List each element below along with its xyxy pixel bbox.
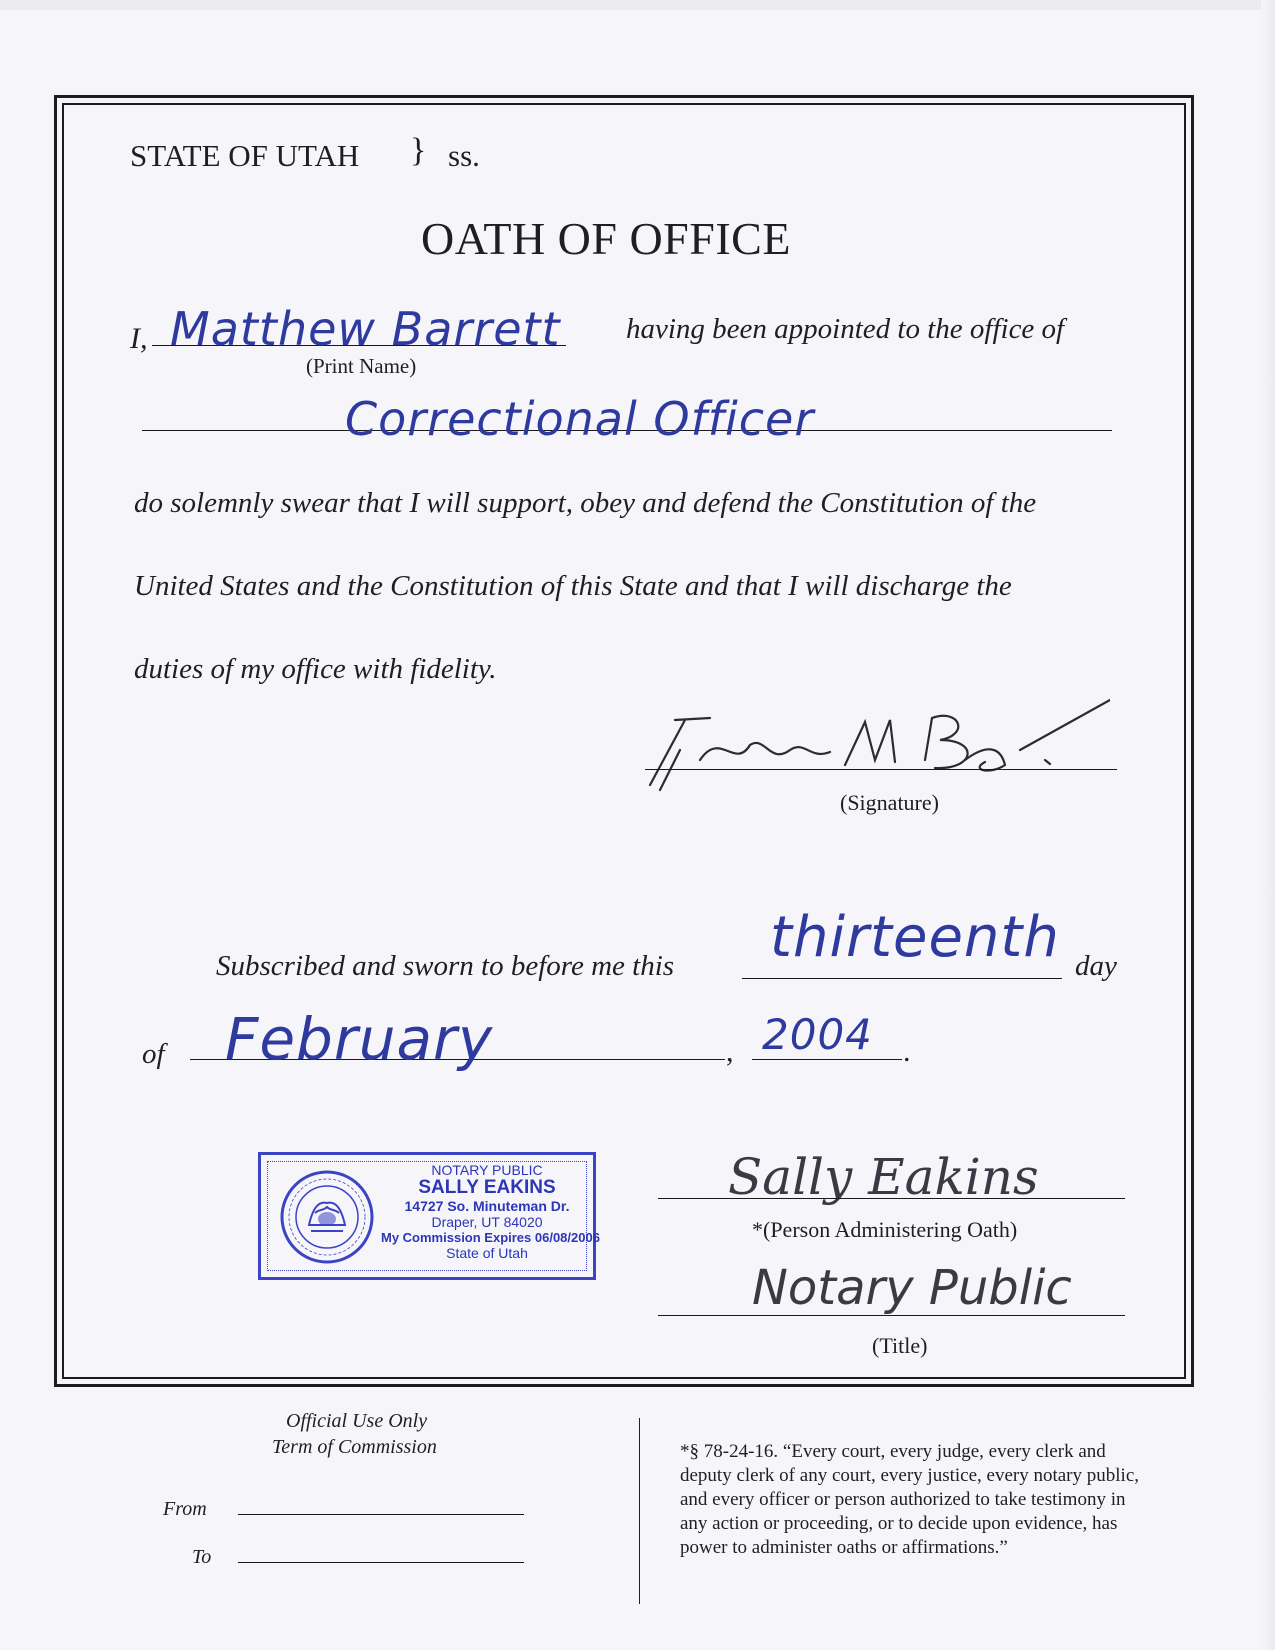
- title-line: [658, 1315, 1125, 1316]
- stamp-line-state: State of Utah: [446, 1245, 528, 1261]
- to-label: To: [192, 1546, 212, 1568]
- signature-caption: (Signature): [840, 790, 939, 815]
- signature-line: [645, 769, 1117, 770]
- day-handwritten: thirteenth: [770, 905, 1060, 970]
- of-label: of: [142, 1038, 165, 1070]
- year-line: [752, 1059, 902, 1060]
- administrator-signature: Sally Eakins: [728, 1148, 1039, 1206]
- date-comma: ,: [726, 1035, 734, 1068]
- statute-line: *§ 78-24-16. “Every court, every judge, every clerk and: [680, 1441, 1106, 1462]
- subscribed-text: Subscribed and sworn to before me this: [216, 950, 675, 982]
- footer-divider: [639, 1418, 640, 1604]
- state-seal-icon: [279, 1169, 375, 1265]
- month-handwritten: February: [225, 1005, 494, 1073]
- scan-edge: [0, 0, 1275, 10]
- from-label: From: [163, 1498, 207, 1520]
- oath-text-line: do solemnly swear that I will support, obey and defend the Constitution of the: [134, 487, 1037, 519]
- notary-stamp: [258, 1152, 600, 1280]
- administrator-line: [658, 1198, 1125, 1199]
- print-name-caption: (Print Name): [306, 354, 417, 378]
- i-label: I,: [130, 322, 148, 355]
- stamp-line-city: Draper, UT 84020: [431, 1214, 543, 1230]
- office-handwritten: Correctional Officer: [345, 392, 815, 446]
- administrator-title-handwritten: Notary Public: [752, 1260, 1072, 1316]
- state-heading: STATE OF UTAH: [130, 138, 360, 173]
- day-line: [742, 978, 1062, 979]
- stamp-line-title: NOTARY PUBLIC: [431, 1162, 543, 1178]
- statute-line: any action or proceeding, or to decide upon evidence, has: [680, 1513, 1118, 1534]
- statute-line: power to administer oaths or affirmations.”: [680, 1537, 1008, 1558]
- statute-line: and every officer or person authorized to take testimony in: [680, 1489, 1126, 1510]
- venue-brace: }: [410, 132, 427, 169]
- oath-text-line: duties of my office with fidelity.: [134, 653, 497, 685]
- document-title: OATH OF OFFICE: [421, 213, 791, 264]
- appointed-text: having been appointed to the office of: [626, 313, 1065, 345]
- scan-edge: [1261, 0, 1275, 1650]
- venue-ss: ss.: [448, 138, 480, 173]
- date-period: .: [903, 1035, 911, 1068]
- stamp-line-expiry: My Commission Expires 06/08/2006: [381, 1230, 600, 1245]
- title-caption: (Title): [872, 1333, 928, 1358]
- day-label: day: [1075, 950, 1117, 982]
- term-label: Term of Commission: [272, 1436, 437, 1458]
- statute-line: deputy clerk of any court, every justice, every notary public,: [680, 1465, 1139, 1486]
- year-handwritten: 2004: [762, 1010, 873, 1059]
- to-line: [238, 1562, 524, 1563]
- statute-note: [680, 1440, 1200, 1560]
- stamp-line-name: SALLY EAKINS: [418, 1177, 556, 1198]
- oath-text-line: United States and the Constitution of this State and that I will discharge the: [134, 570, 1012, 602]
- official-use-label: Official Use Only: [286, 1410, 428, 1432]
- administrator-caption: *(Person Administering Oath): [752, 1217, 1018, 1242]
- print-name-handwritten: Matthew Barrett: [170, 302, 561, 356]
- signature-scribble: [640, 690, 1110, 800]
- stamp-line-address: 14727 So. Minuteman Dr.: [404, 1198, 570, 1214]
- from-line: [238, 1514, 524, 1515]
